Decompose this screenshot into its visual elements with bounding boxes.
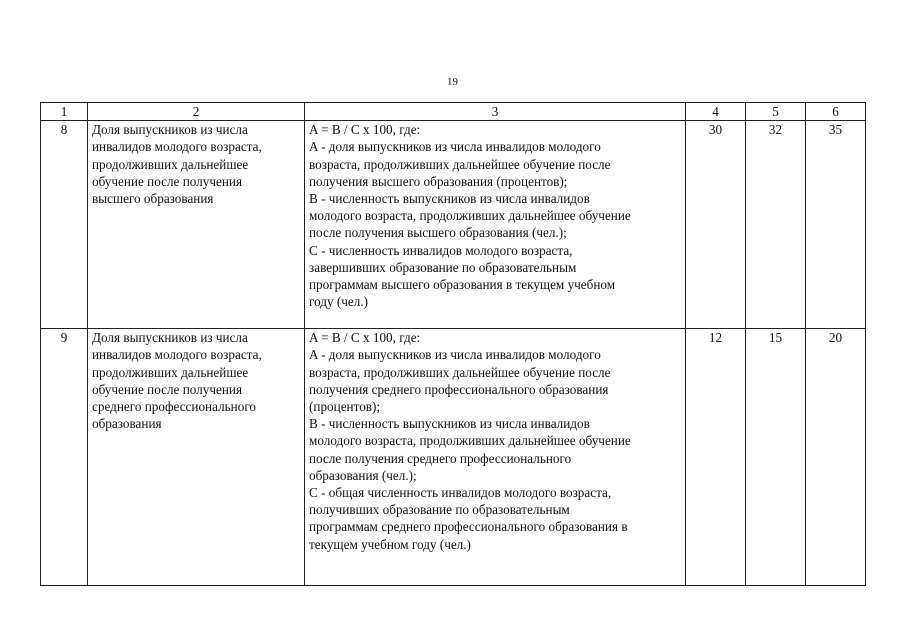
value-cell-col6: 20: [806, 329, 866, 586]
formula-line: получения высшего образования (процентов);: [309, 173, 568, 189]
table-row: [41, 329, 866, 586]
indicator-name-cell: [88, 329, 305, 586]
value-cell-col6: 35: [806, 121, 866, 329]
indicator-name-line: высшего образования: [92, 191, 214, 207]
indicator-name-line: обучение после получения: [92, 381, 243, 397]
header-cell-col5: 5: [746, 103, 806, 121]
value-cell-col4: 30: [686, 121, 746, 329]
row-number-cell: 9: [41, 329, 88, 586]
formula-line: молодого возраста, продолживших дальнейшее обучение: [309, 208, 631, 224]
formula-line: молодого возраста, продолживших дальнейшее обучение: [309, 433, 631, 449]
formula-line: возраста, продолживших дальнейшее обучение после: [309, 156, 611, 172]
header-cell-col3: 3: [305, 103, 686, 121]
formula-line: получивших образование по образовательным: [309, 502, 570, 518]
row-number-cell: 8: [41, 121, 88, 329]
formula-line: A = B / C x 100, где:: [309, 122, 421, 138]
header-cell-col2: 2: [88, 103, 305, 121]
indicator-name-line: среднего профессионального: [92, 399, 256, 415]
header-cell-col4: 4: [686, 103, 746, 121]
formula-line: (процентов);: [309, 399, 381, 415]
formula-line: C - численность инвалидов молодого возраста,: [309, 242, 573, 258]
indicator-table: [40, 102, 866, 586]
formula-line: завершивших образование по образовательным: [309, 259, 577, 275]
formula-line: после получения среднего профессионального: [309, 450, 572, 466]
indicator-name-line: продолживших дальнейшее: [92, 364, 249, 380]
table-row: [41, 121, 866, 329]
indicator-name-line: инвалидов молодого возраста,: [92, 139, 262, 155]
indicator-name-line: образования: [92, 416, 162, 432]
formula-line: программам среднего профессионального образования в: [309, 519, 628, 535]
formula-line: A - доля выпускников из числа инвалидов молодого: [309, 139, 601, 155]
formula-line: получения среднего профессионального образования: [309, 381, 609, 397]
indicator-name-line: Доля выпускников из числа: [92, 122, 248, 138]
formula-line: году (чел.): [309, 294, 369, 310]
formula-line: B - численность выпускников из числа инвалидов: [309, 191, 590, 207]
page-number: 19: [447, 76, 458, 88]
indicator-name-line: продолживших дальнейшее: [92, 156, 249, 172]
indicator-name-cell: [88, 121, 305, 329]
header-cell-col1: 1: [41, 103, 88, 121]
formula-line: C - общая численность инвалидов молодого возраста,: [309, 485, 612, 501]
value-cell-col4: 12: [686, 329, 746, 586]
formula-line: текущем учебном году (чел.): [309, 536, 471, 552]
table-header-row: [41, 103, 866, 121]
formula-line: после получения высшего образования (чел.);: [309, 225, 567, 241]
indicator-name-line: инвалидов молодого возраста,: [92, 347, 262, 363]
value-cell-col5: 32: [746, 121, 806, 329]
formula-line: программам высшего образования в текущем учебном: [309, 277, 616, 293]
formula-line: A - доля выпускников из числа инвалидов молодого: [309, 347, 601, 363]
indicator-name-line: Доля выпускников из числа: [92, 330, 248, 346]
formula-cell: [305, 329, 686, 586]
formula-cell: [305, 121, 686, 329]
formula-line: B - численность выпускников из числа инвалидов: [309, 416, 590, 432]
header-cell-col6: 6: [806, 103, 866, 121]
indicator-name-line: обучение после получения: [92, 173, 243, 189]
formula-line: A = B / C x 100, где:: [309, 330, 421, 346]
formula-line: возраста, продолживших дальнейшее обучение после: [309, 364, 611, 380]
value-cell-col5: 15: [746, 329, 806, 586]
formula-line: образования (чел.);: [309, 467, 417, 483]
